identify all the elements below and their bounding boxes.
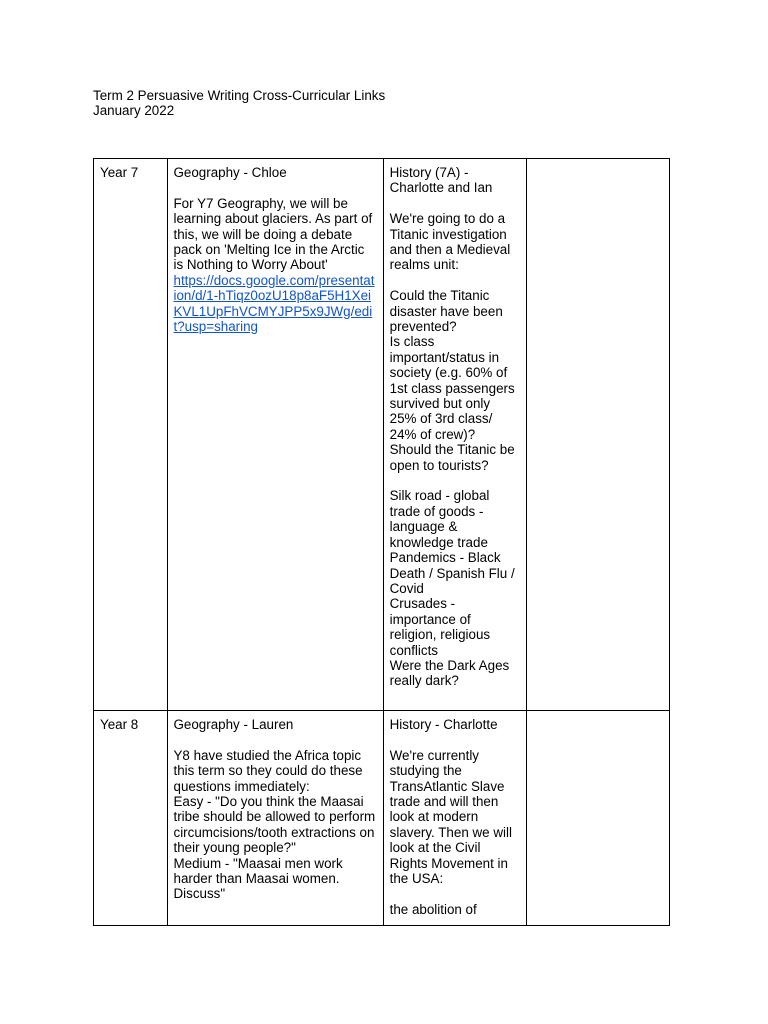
history-cell [383, 711, 527, 926]
history-question: Is class important/status in society (e.g. 60% of 1st class passengers survived but only 25% of 3rd class/ 24% of crew)? [389, 334, 515, 442]
debate-pack-link[interactable]: https://docs.google.com/presentation/d/1-hTiqz0ozU18p8aF5H1XeiKVL1UpFhVCMYJPP5x9JWg/edit?usp=sharing [173, 272, 375, 335]
geography-title: Geography - Chloe [173, 165, 287, 180]
table-row-year-8 [94, 711, 670, 926]
geography-intro: Y8 have studied the Africa topic this term so they could do these questions immediately: [173, 747, 363, 794]
geography-text: For Y7 Geography, we will be learning about glaciers. As part of this, we will be doing a debate pack on 'Melting Ice in the Arctic is Nothing to Worry About' [173, 195, 373, 273]
history-question: Should the Titanic be open to tourists? [389, 442, 515, 473]
geography-question-easy: Easy - "Do you think the Maasai tribe should be allowed to perform circumcisions/tooth extractions on their young people?" [173, 794, 376, 856]
year-cell [94, 711, 168, 926]
document-title: Term 2 Persuasive Writing Cross-Curricular Links [93, 88, 386, 103]
history-title: History - Charlotte [389, 717, 498, 732]
history-topic: Crusades - importance of religion, religious conflicts [389, 596, 491, 658]
geography-cell [167, 159, 383, 711]
history-topic: the abolition of [389, 901, 477, 917]
history-cell [383, 159, 527, 711]
geography-question-medium: Medium - "Maasai men work harder than Maasai women. Discuss" [173, 855, 343, 902]
geography-title: Geography - Lauren [173, 717, 294, 732]
table-row-year-7 [94, 159, 670, 711]
year-cell [94, 159, 168, 711]
history-topic: Were the Dark Ages really dark? [389, 657, 510, 689]
year-label: Year 8 [100, 717, 139, 732]
document-header [93, 88, 385, 119]
year-label: Year 7 [100, 165, 139, 180]
history-topic: Pandemics - Black Death / Spanish Flu / Covid [389, 550, 515, 596]
geography-cell [167, 711, 383, 926]
cross-curricular-table [93, 158, 670, 926]
empty-cell [527, 159, 670, 711]
history-question: Could the Titanic disaster have been prevented? [389, 288, 503, 335]
document-date: January 2022 [93, 103, 175, 119]
history-topic: Silk road - global trade of goods - language & knowledge trade [389, 488, 490, 550]
history-title: History (7A) - Charlotte and Ian [389, 165, 493, 196]
history-intro: We're currently studying the TransAtlantic Slave trade and will then look at modern slavery. Then we will look at the Civil Rights Movement in the USA: [389, 747, 512, 887]
history-intro: We're going to do a Titanic investigation and then a Medieval realms unit: [389, 211, 511, 273]
empty-cell [527, 711, 670, 926]
